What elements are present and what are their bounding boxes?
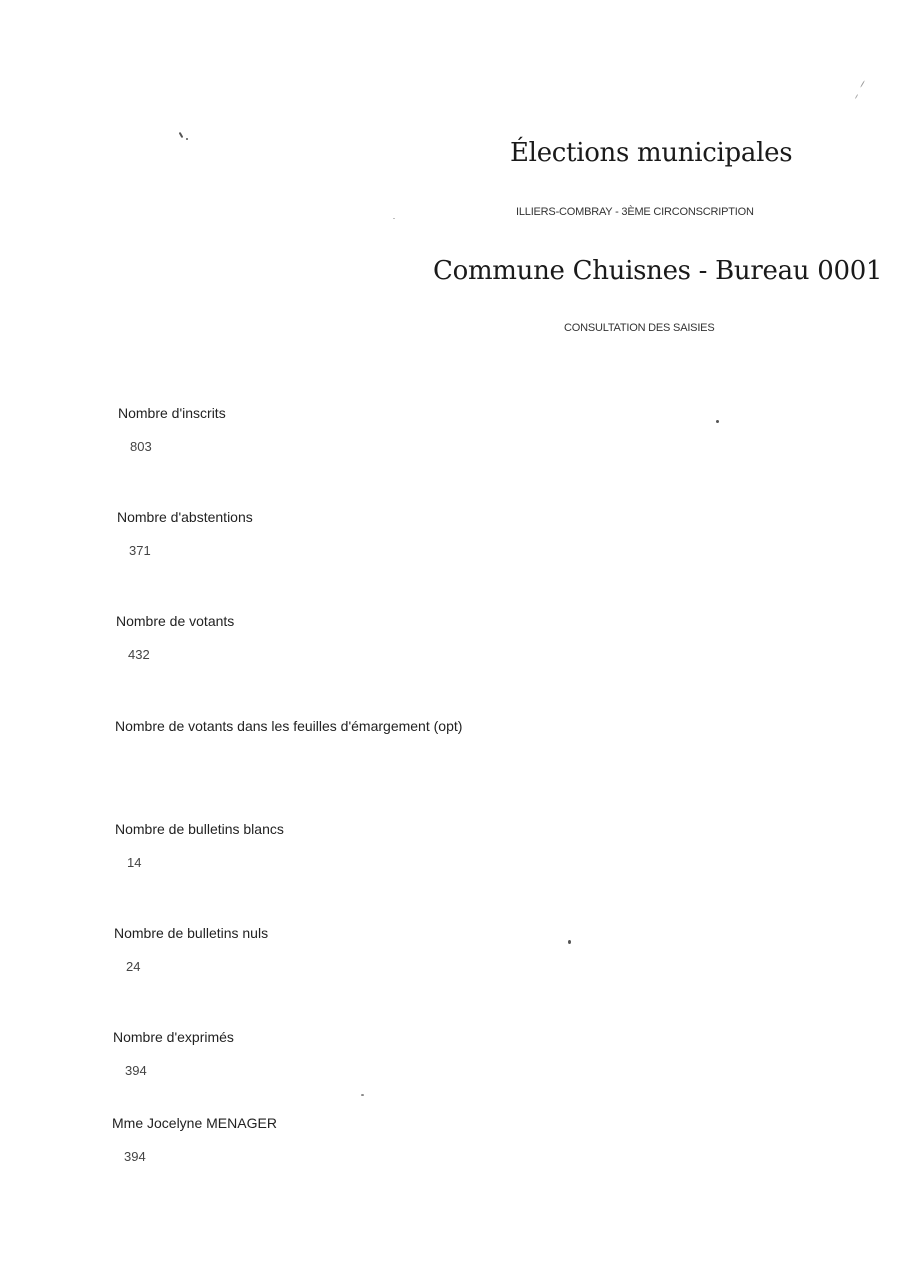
field-label: Nombre d'abstentions xyxy=(117,509,253,525)
field-exprimes xyxy=(113,1029,234,1078)
field-candidate-menager xyxy=(112,1115,277,1164)
election-title: Élections municipales xyxy=(510,138,793,168)
scan-speck xyxy=(186,138,188,140)
scan-speck xyxy=(568,940,571,944)
scan-speck xyxy=(179,132,184,138)
scan-speck xyxy=(860,80,865,87)
field-abstentions xyxy=(117,509,253,558)
field-inscrits xyxy=(118,405,226,454)
field-label: Nombre de votants xyxy=(116,613,235,629)
field-label: Mme Jocelyne MENAGER xyxy=(112,1115,277,1131)
scan-speck xyxy=(716,420,719,423)
field-value: 394 xyxy=(124,1149,146,1164)
scan-speck xyxy=(361,1094,364,1096)
scan-speck xyxy=(393,218,395,219)
field-label: Nombre d'exprimés xyxy=(113,1029,234,1045)
field-value: 24 xyxy=(126,959,141,974)
scan-speck xyxy=(855,94,858,99)
field-bulletins-nuls xyxy=(114,925,268,974)
bureau-title: Commune Chuisnes - Bureau 0001 xyxy=(433,256,883,286)
field-value: 394 xyxy=(125,1063,147,1078)
circonscription-subtitle: ILLIERS-COMBRAY - 3ÈME CIRCONSCRIPTION xyxy=(516,206,754,218)
consultation-subtitle: CONSULTATION DES SAISIES xyxy=(564,322,715,334)
field-value: 371 xyxy=(129,543,151,558)
field-votants-emargement xyxy=(115,718,462,752)
field-bulletins-blancs xyxy=(115,821,284,870)
field-label: Nombre de votants dans les feuilles d'émargement (opt) xyxy=(115,718,463,734)
field-value: 803 xyxy=(130,439,152,454)
field-votants xyxy=(116,613,234,662)
field-label: Nombre de bulletins blancs xyxy=(115,821,284,837)
field-value: 14 xyxy=(127,855,142,870)
field-label: Nombre de bulletins nuls xyxy=(114,925,269,941)
field-value: 432 xyxy=(128,647,150,662)
field-label: Nombre d'inscrits xyxy=(118,405,226,421)
